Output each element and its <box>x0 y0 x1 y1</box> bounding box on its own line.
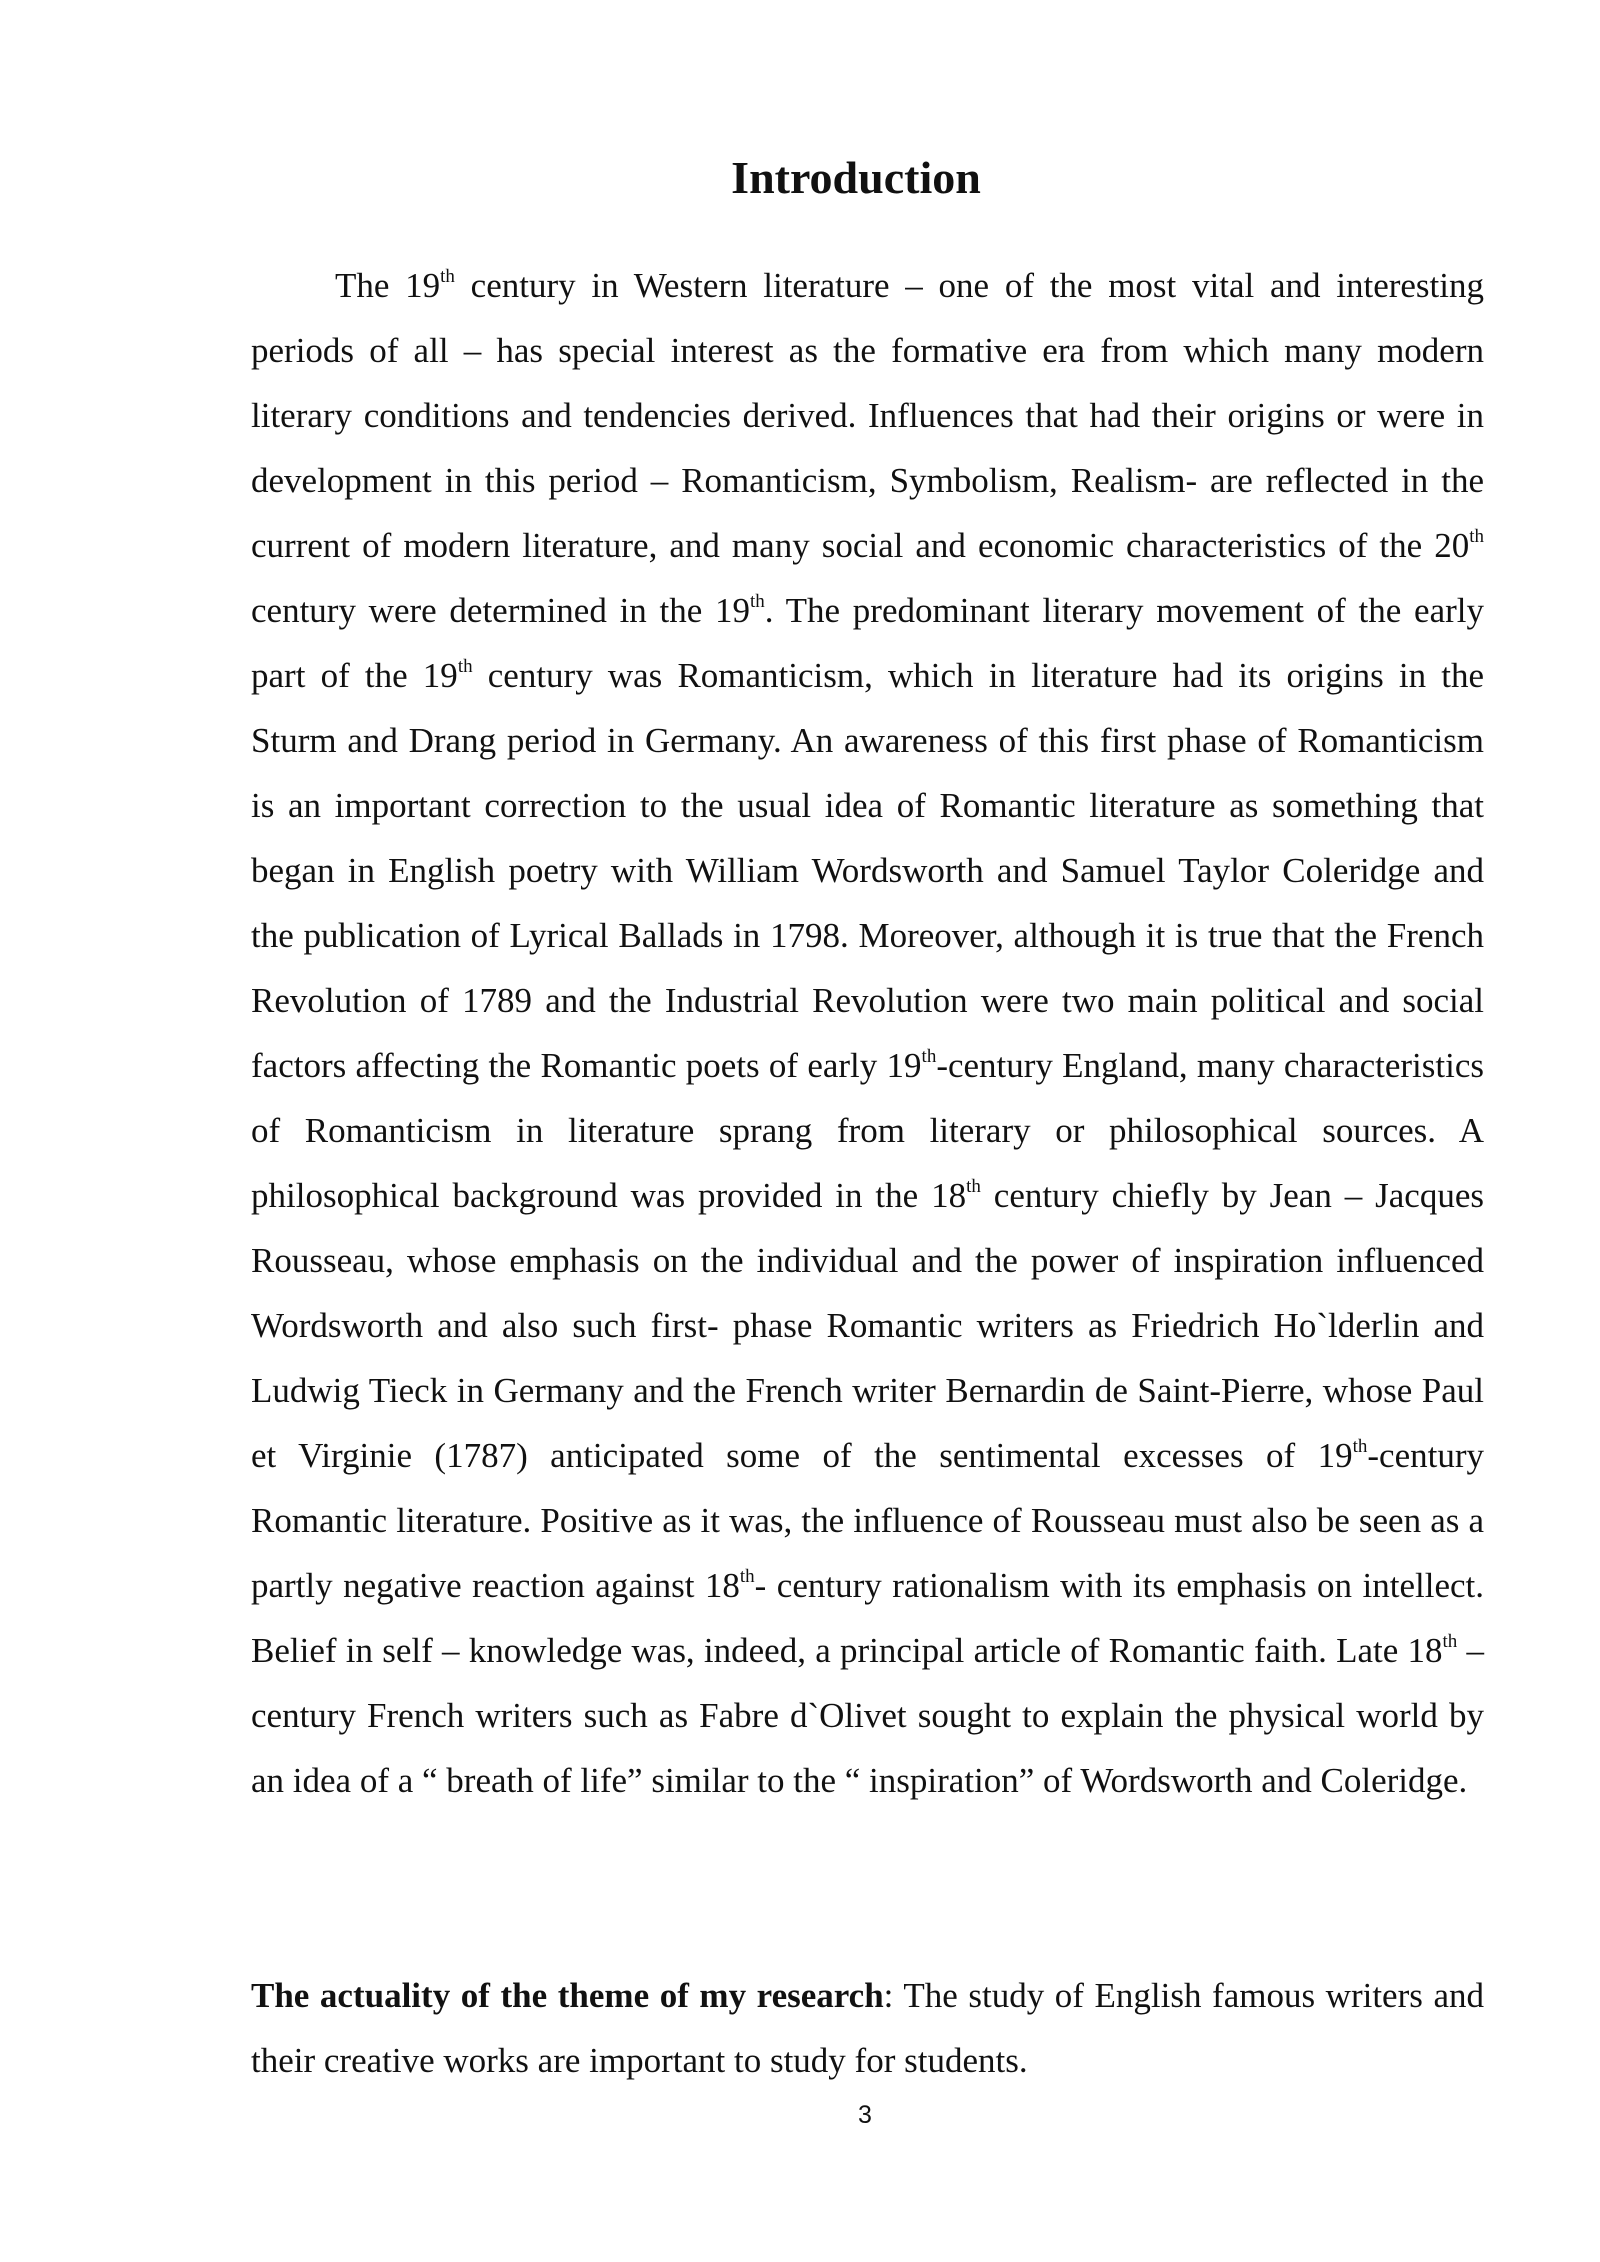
intro-text-run: century in Western literature – one of the most vital and interesting periods of all – has special interest as the formative era from which many modern literary conditions and tendencies derived. Influences that had their origins or were in development in this period – Romanticism, Symbolism, Realism- are reflected in the current of modern literature, and many social and economic characteristics of the 20 <box>251 266 1484 565</box>
page-number: 3 <box>858 2101 872 2129</box>
ordinal-superscript: th <box>440 266 455 287</box>
actuality-paragraph <box>251 1963 1484 2093</box>
actuality-label: The actuality of the theme of my research <box>251 1976 884 2015</box>
intro-text-run: -century England, many characteristics of Romanticism in literature sprang from literary or philosophical sources. A philosophical background was provided in the 18 <box>251 1046 1484 1215</box>
actuality-text: : The study of English famous writers and their creative works are important to study for students. <box>251 1976 1484 2080</box>
intro-text-run: century chiefly by Jean – Jacques Rousseau, whose emphasis on the individual and the power of inspiration influenced Wordsworth and also such first- phase Romantic writers as Friedrich Ho`lderlin and Ludwig Tieck in Germany and the French writer Bernardin de Saint-Pierre, whose Paul et Virginie (1787) anticipated some of the sentimental excesses of 19 <box>251 1176 1484 1475</box>
ordinal-superscript: th <box>750 591 765 612</box>
intro-text-run: – century French writers such as Fabre d`Olivet sought to explain the physical world by an idea of a “ breath of life” similar to the “ inspiration” of Wordsworth and Coleridge. <box>251 1631 1484 1800</box>
ordinal-superscript: th <box>921 1046 937 1067</box>
ordinal-superscript: th <box>457 656 473 677</box>
intro-body <box>251 253 1484 1813</box>
intro-text-run: - century rationalism with its emphasis on intellect. Belief in self – knowledge was, indeed, a principal article of Romantic faith. Late 18 <box>251 1566 1484 1670</box>
ordinal-superscript: th <box>966 1176 981 1197</box>
intro-paragraph <box>251 253 1484 1813</box>
intro-text-run: century were determined in the 19 <box>251 591 751 630</box>
intro-text-run: The 19 <box>335 266 441 305</box>
page-title: Introduction <box>731 152 981 203</box>
ordinal-superscript: th <box>1352 1436 1368 1457</box>
intro-text-run: century was Romanticism, which in literature had its origins in the Sturm and Drang period in Germany. An awareness of this first phase of Romanticism is an important correction to the usual idea of Romantic literature as something that began in English poetry with William Wordsworth and Samuel Taylor Coleridge and the publication of Lyrical Ballads in 1798. Moreover, although it is true that the French Revolution of 1789 and the Industrial Revolution were two main political and social factors affecting the Romantic poets of early 19 <box>251 656 1485 1085</box>
ordinal-superscript: th <box>739 1566 755 1587</box>
intro-text-run: -century Romantic literature. Positive as it was, the influence of Rousseau must also be seen as a partly negative reaction against 18 <box>251 1436 1484 1605</box>
ordinal-superscript: th <box>1469 526 1484 547</box>
intro-text-run: . The predominant literary movement of the early part of the 19 <box>251 591 1484 695</box>
ordinal-superscript: th <box>1442 1631 1458 1652</box>
